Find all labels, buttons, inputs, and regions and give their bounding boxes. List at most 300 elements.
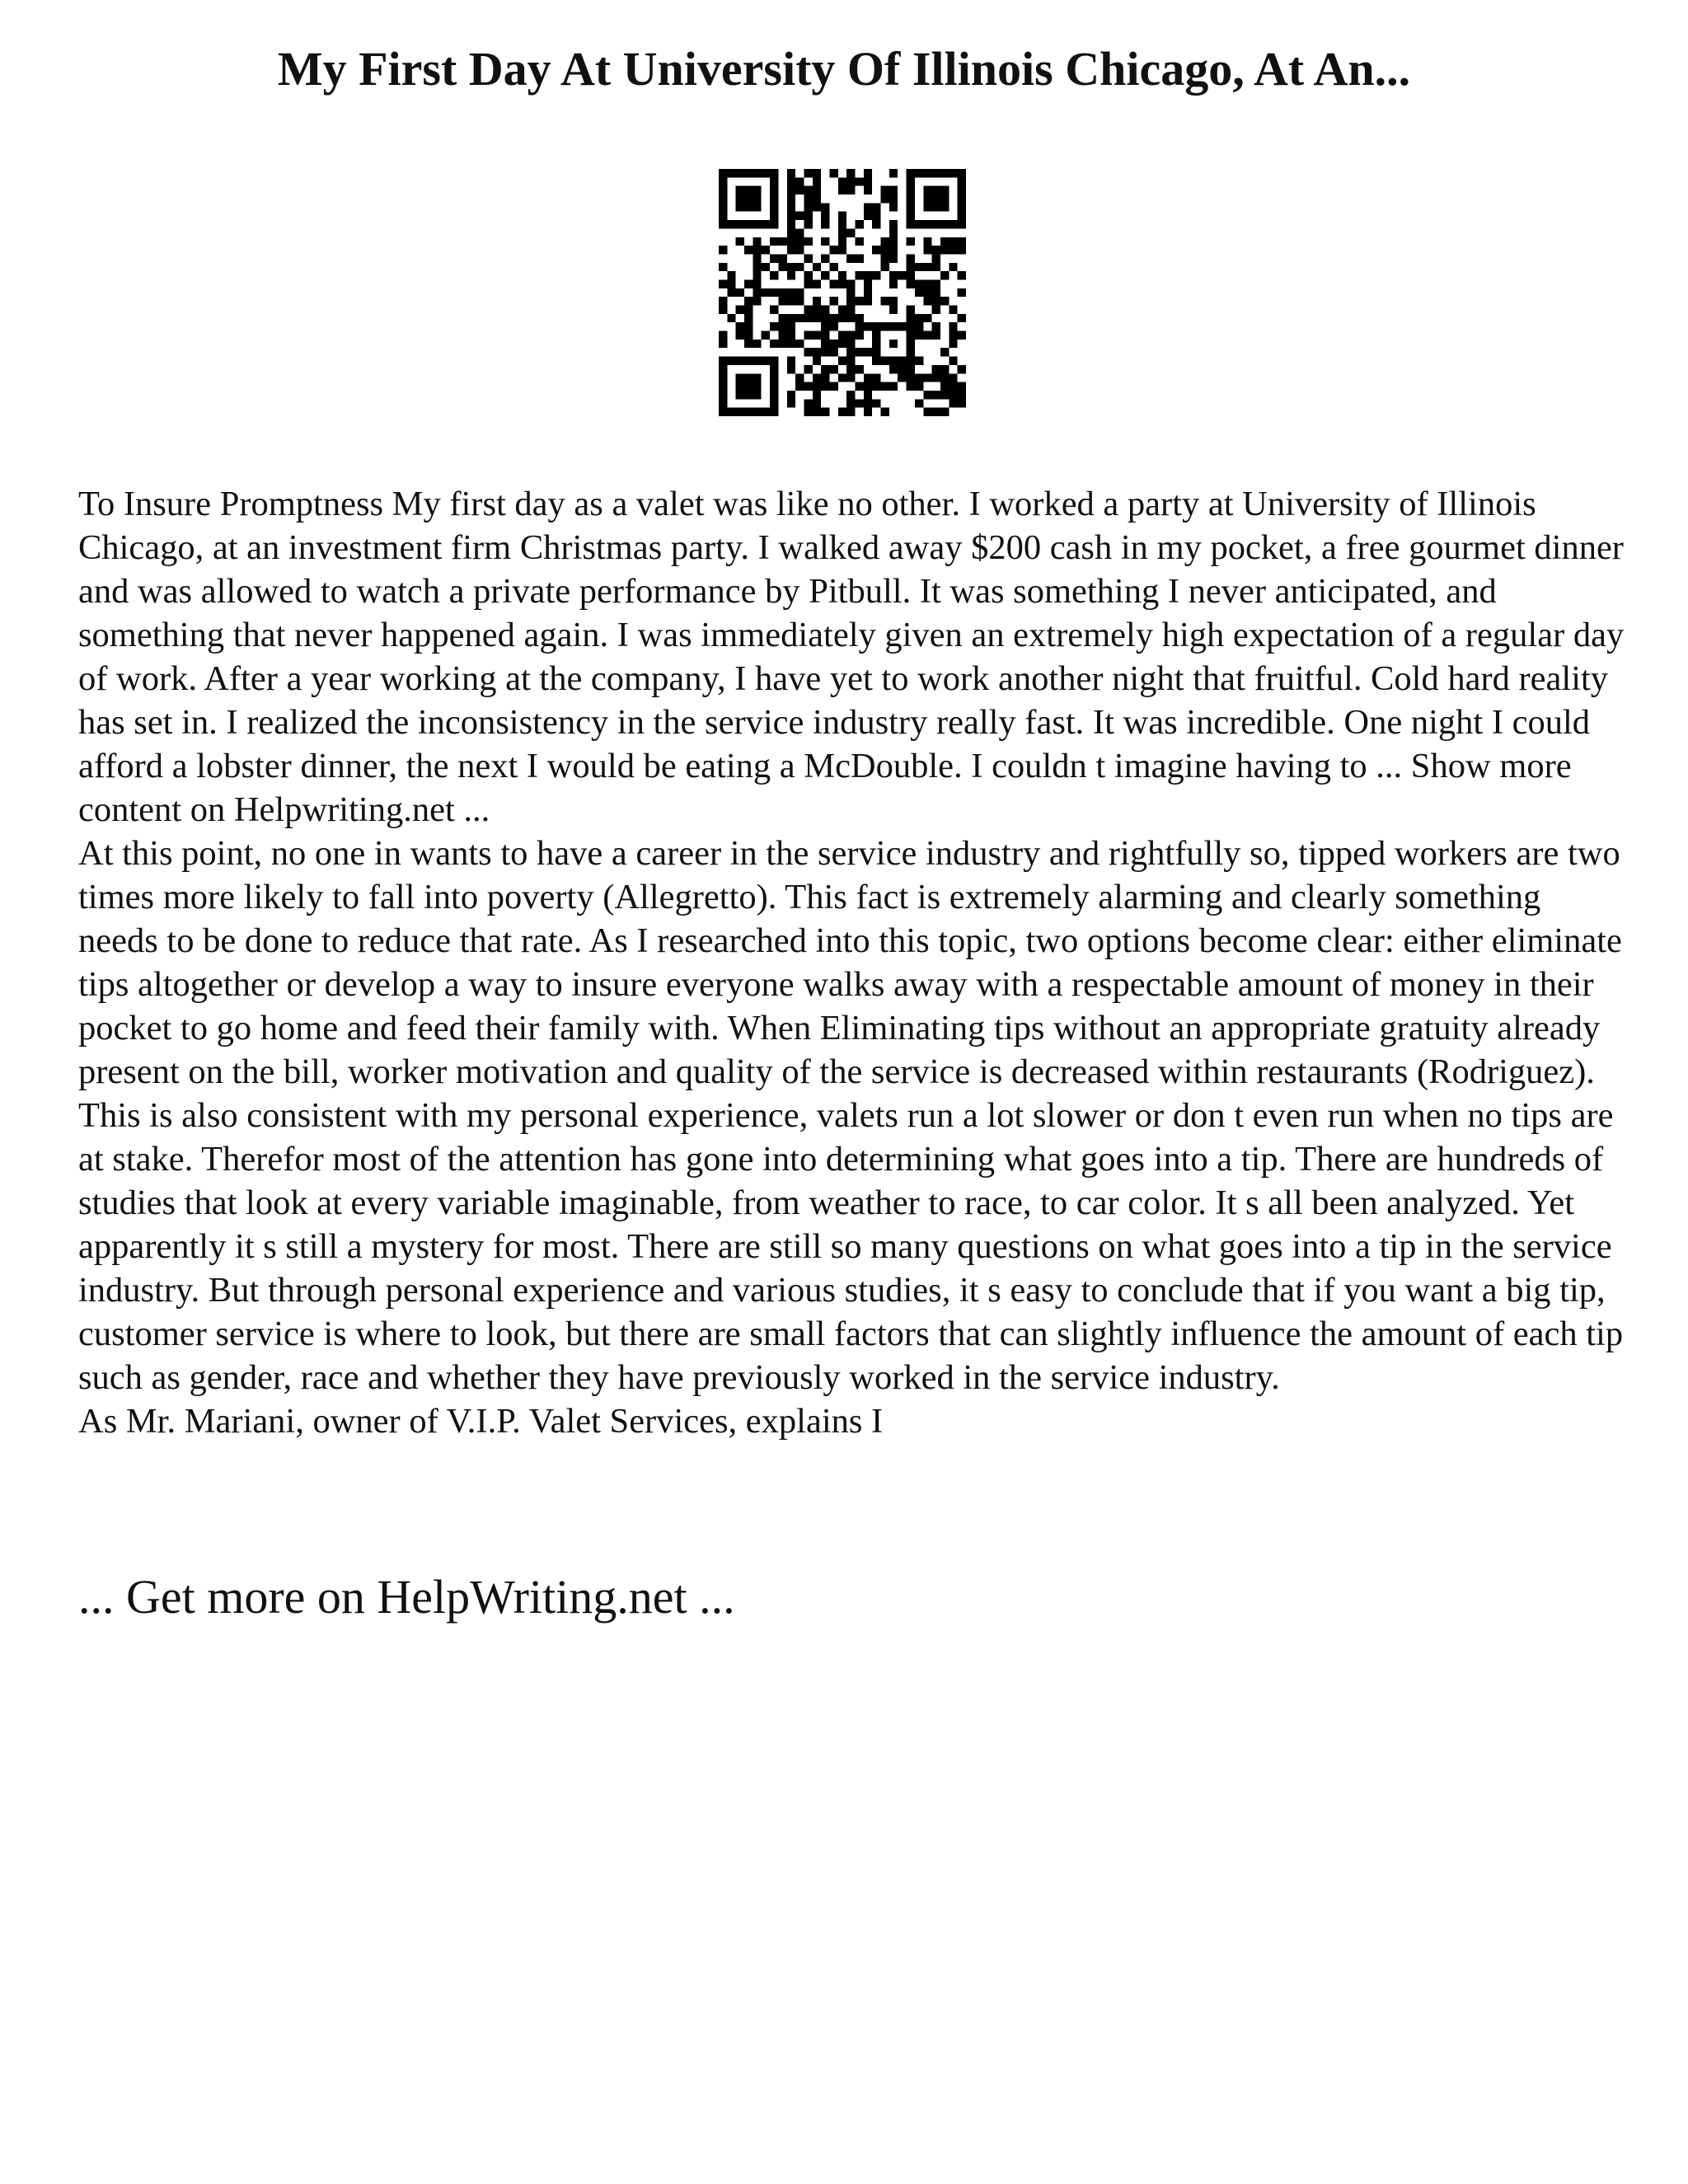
qr-module (753, 271, 761, 279)
qr-module (821, 382, 829, 391)
qr-module (864, 271, 872, 279)
qr-module (881, 408, 889, 416)
qr-module (787, 365, 795, 373)
qr-module (846, 288, 855, 297)
qr-module (787, 203, 795, 211)
qr-module (846, 279, 855, 288)
qr-module (821, 203, 829, 211)
qr-module (846, 340, 855, 348)
qr-module (907, 203, 915, 211)
qr-module (915, 357, 923, 365)
qr-module (838, 271, 846, 279)
qr-module (856, 314, 864, 322)
qr-module (744, 279, 753, 288)
qr-module (787, 399, 795, 407)
qr-module (727, 408, 735, 416)
qr-module (770, 340, 778, 348)
qr-module (846, 373, 855, 382)
qr-module (744, 382, 753, 391)
qr-module (736, 194, 744, 203)
qr-module (907, 365, 915, 373)
qr-module (778, 331, 786, 340)
qr-module (719, 186, 727, 194)
qr-module (736, 408, 744, 416)
qr-module (949, 306, 957, 314)
qr-module (915, 399, 923, 407)
qr-module (864, 169, 872, 177)
qr-module (829, 348, 837, 356)
qr-module (915, 314, 923, 322)
qr-module (940, 408, 949, 416)
qr-module (940, 391, 949, 399)
qr-module (838, 177, 846, 185)
qr-module (727, 169, 735, 177)
qr-module (838, 186, 846, 194)
qr-module (770, 212, 778, 220)
qr-module (744, 169, 753, 177)
qr-module (795, 246, 804, 254)
qr-module (770, 391, 778, 399)
qr-module (829, 382, 837, 391)
qr-module (915, 373, 923, 382)
qr-module (932, 254, 940, 262)
qr-module (736, 382, 744, 391)
get-more-link[interactable]: ... Get more on HelpWriting.net ... (78, 1570, 735, 1624)
qr-module (923, 220, 931, 228)
qr-module (813, 306, 821, 314)
qr-module (762, 357, 770, 365)
qr-module (923, 194, 931, 203)
page-title: My First Day At University Of Illinois Chicago, At An... (277, 42, 1411, 96)
qr-module (949, 391, 957, 399)
qr-module (881, 322, 889, 330)
qr-module (958, 177, 966, 185)
qr-module (744, 331, 753, 340)
qr-module (821, 314, 829, 322)
qr-module (838, 220, 846, 228)
qr-module (856, 399, 864, 407)
qr-module (838, 340, 846, 348)
qr-module (829, 246, 837, 254)
qr-module (770, 399, 778, 407)
qr-module (889, 357, 898, 365)
qr-module (958, 331, 966, 340)
qr-module (898, 322, 906, 330)
qr-module (821, 331, 829, 340)
qr-module (821, 306, 829, 314)
qr-module (958, 271, 966, 279)
qr-module (915, 220, 923, 228)
qr-module (795, 177, 804, 185)
qr-module (770, 322, 778, 330)
qr-module (864, 382, 872, 391)
qr-module (813, 331, 821, 340)
qr-module (949, 169, 957, 177)
qr-module (907, 348, 915, 356)
qr-module (872, 246, 880, 254)
qr-module (872, 271, 880, 279)
qr-module (795, 314, 804, 322)
qr-module (923, 373, 931, 382)
qr-module (795, 186, 804, 194)
qr-module (804, 382, 812, 391)
qr-module (813, 279, 821, 288)
qr-module (778, 340, 786, 348)
qr-module (744, 314, 753, 322)
qr-module (864, 391, 872, 399)
qr-module (864, 322, 872, 330)
qr-module (907, 186, 915, 194)
qr-module (770, 357, 778, 365)
qr-module (821, 254, 829, 262)
qr-module (881, 382, 889, 391)
qr-module (804, 331, 812, 340)
qr-module (787, 271, 795, 279)
qr-module (736, 322, 744, 330)
qr-module (846, 408, 855, 416)
qr-module (787, 263, 795, 271)
qr-module (753, 220, 761, 228)
qr-module (813, 373, 821, 382)
qr-module (787, 237, 795, 246)
qr-module (881, 357, 889, 365)
qr-module (889, 297, 898, 305)
qr-module (753, 288, 761, 297)
qr-module (838, 408, 846, 416)
qr-module (872, 212, 880, 220)
qr-module (770, 254, 778, 262)
qr-module (770, 186, 778, 194)
qr-module (856, 331, 864, 340)
qr-module (872, 203, 880, 211)
qr-module (958, 314, 966, 322)
qr-module (907, 314, 915, 322)
qr-module (923, 169, 931, 177)
qr-module (932, 408, 940, 416)
qr-module (907, 254, 915, 262)
qr-module (838, 228, 846, 237)
qr-module (864, 203, 872, 211)
qr-module (846, 297, 855, 305)
qr-module (872, 348, 880, 356)
qr-module (753, 373, 761, 382)
qr-module (813, 314, 821, 322)
qr-module (762, 169, 770, 177)
qr-module (932, 186, 940, 194)
qr-module (846, 399, 855, 407)
qr-module (889, 340, 898, 348)
qr-module (856, 322, 864, 330)
qr-module (753, 237, 761, 246)
qr-module (923, 279, 931, 288)
qr-module (821, 365, 829, 373)
qr-module (813, 203, 821, 211)
qr-module (829, 263, 837, 271)
qr-module (787, 357, 795, 365)
qr-module (846, 254, 855, 262)
qr-module (958, 237, 966, 246)
qr-module (940, 382, 949, 391)
qr-module (846, 357, 855, 365)
qr-module (838, 306, 846, 314)
qr-module (940, 373, 949, 382)
qr-module (804, 408, 812, 416)
qr-module (856, 177, 864, 185)
qr-module (829, 169, 837, 177)
qr-module (864, 186, 872, 194)
qr-code-icon[interactable] (719, 169, 966, 416)
qr-module (907, 279, 915, 288)
qr-module (881, 186, 889, 194)
qr-module (753, 186, 761, 194)
qr-module (940, 194, 949, 203)
qr-module (795, 297, 804, 305)
qr-module (744, 322, 753, 330)
qr-module (838, 331, 846, 340)
qr-module (813, 357, 821, 365)
qr-module (753, 203, 761, 211)
qr-module (932, 246, 940, 254)
qr-module (881, 246, 889, 254)
qr-module (804, 314, 812, 322)
qr-module (804, 203, 812, 211)
qr-module (907, 271, 915, 279)
qr-module (770, 220, 778, 228)
qr-module (813, 177, 821, 185)
qr-module (753, 408, 761, 416)
qr-module (727, 271, 735, 279)
qr-module (958, 246, 966, 254)
qr-module (838, 357, 846, 365)
qr-module (923, 331, 931, 340)
qr-module (856, 220, 864, 228)
qr-module (787, 212, 795, 220)
qr-module (719, 357, 727, 365)
qr-module (744, 203, 753, 211)
qr-module (898, 373, 906, 382)
qr-module (762, 288, 770, 297)
qr-module (770, 365, 778, 373)
qr-module (804, 212, 812, 220)
qr-module (907, 322, 915, 330)
qr-module (795, 237, 804, 246)
qr-module (813, 348, 821, 356)
qr-module (907, 194, 915, 203)
qr-module (949, 220, 957, 228)
qr-module (923, 288, 931, 297)
qr-module (787, 391, 795, 399)
qr-module (846, 391, 855, 399)
qr-module (821, 271, 829, 279)
qr-module (846, 306, 855, 314)
qr-module (804, 279, 812, 288)
qr-module (923, 246, 931, 254)
qr-module (753, 382, 761, 391)
qr-module (727, 314, 735, 322)
qr-module (821, 373, 829, 382)
qr-module (940, 246, 949, 254)
qr-module (744, 297, 753, 305)
qr-module (829, 322, 837, 330)
essay-body (78, 482, 1628, 1443)
qr-module (753, 169, 761, 177)
qr-module (923, 203, 931, 211)
qr-module (770, 169, 778, 177)
qr-module (719, 203, 727, 211)
qr-module (787, 340, 795, 348)
qr-module (864, 297, 872, 305)
qr-module (940, 365, 949, 373)
qr-module (787, 194, 795, 203)
qr-module (856, 297, 864, 305)
qr-module (949, 340, 957, 348)
qr-module (753, 194, 761, 203)
qr-module (958, 391, 966, 399)
qr-module (923, 314, 931, 322)
qr-module (889, 271, 898, 279)
qr-module (753, 279, 761, 288)
qr-module (719, 382, 727, 391)
qr-module (795, 288, 804, 297)
essay-paragraph-1: To Insure Promptness My first day as a valet was like no other. I worked a party at University of Illinois Chicago, at an investment firm Christmas party. I walked away $200 cash in my pocket, a free gourmet dinner and was allowed to watch a private performance by Pitbull. It was something I never anticipated, and something that never happened again. I was immediately given an extremely high expectation of a regular day of work. After a year working at the company, I have yet to work another night that fruitful. Cold hard reality has set in. I realized the inconsistency in the service industry really fast. It was incredible. One night I could afford a lobster dinner, the next I would be eating a McDouble. I couldn t imagine having to ... Show more content on Helpwriting.net ... (78, 485, 1625, 829)
qr-module (932, 391, 940, 399)
qr-module (907, 357, 915, 365)
qr-module (889, 279, 898, 288)
qr-module (736, 373, 744, 382)
qr-module (898, 365, 906, 373)
qr-module (915, 382, 923, 391)
qr-module (940, 186, 949, 194)
qr-module (804, 306, 812, 314)
qr-module (940, 271, 949, 279)
qr-module (923, 391, 931, 399)
qr-module (804, 365, 812, 373)
qr-module (949, 331, 957, 340)
qr-module (932, 194, 940, 203)
qr-module (770, 373, 778, 382)
qr-module (864, 279, 872, 288)
qr-module (804, 271, 812, 279)
qr-module (856, 254, 864, 262)
qr-module (736, 169, 744, 177)
qr-module (795, 373, 804, 382)
qr-module (736, 203, 744, 211)
qr-module (846, 348, 855, 356)
qr-module (958, 288, 966, 297)
qr-module (889, 194, 898, 203)
qr-module (889, 246, 898, 254)
qr-module (719, 212, 727, 220)
essay-paragraph-3: As Mr. Mariani, owner of V.I.P. Valet Services, explains I (78, 1402, 884, 1441)
qr-module (770, 306, 778, 314)
qr-module (787, 220, 795, 228)
qr-module (727, 279, 735, 288)
qr-module (813, 399, 821, 407)
qr-module (940, 237, 949, 246)
qr-module (958, 203, 966, 211)
qr-module (719, 246, 727, 254)
qr-module (915, 322, 923, 330)
qr-module (727, 288, 735, 297)
qr-module (932, 365, 940, 373)
qr-module (856, 382, 864, 391)
qr-module (915, 331, 923, 340)
qr-module (778, 297, 786, 305)
qr-module (889, 254, 898, 262)
qr-module (898, 357, 906, 365)
qr-module (881, 194, 889, 203)
qr-module (846, 177, 855, 185)
qr-module (762, 263, 770, 271)
qr-module (744, 194, 753, 203)
qr-module (787, 288, 795, 297)
qr-module (778, 322, 786, 330)
qr-module (856, 237, 864, 246)
qr-module (838, 237, 846, 246)
qr-module (719, 306, 727, 314)
qr-module (804, 348, 812, 356)
qr-module (787, 314, 795, 322)
qr-module (856, 271, 864, 279)
qr-module (762, 220, 770, 228)
qr-module (804, 399, 812, 407)
qr-module (821, 340, 829, 348)
qr-module (856, 365, 864, 373)
qr-module (907, 237, 915, 246)
qr-module (907, 212, 915, 220)
qr-module (795, 382, 804, 391)
qr-module (770, 382, 778, 391)
qr-module (958, 365, 966, 373)
qr-module (949, 357, 957, 365)
qr-module (770, 237, 778, 246)
qr-module (872, 331, 880, 340)
qr-module (804, 186, 812, 194)
qr-module (804, 194, 812, 203)
qr-module (829, 314, 837, 322)
qr-module (829, 340, 837, 348)
qr-module (958, 399, 966, 407)
qr-module (719, 373, 727, 382)
qr-module (719, 340, 727, 348)
qr-module (907, 382, 915, 391)
qr-module (778, 288, 786, 297)
qr-module (821, 237, 829, 246)
qr-module (778, 254, 786, 262)
qr-module (753, 357, 761, 365)
qr-module (958, 186, 966, 194)
qr-module (821, 212, 829, 220)
qr-module (821, 220, 829, 228)
qr-module (915, 288, 923, 297)
qr-module (958, 169, 966, 177)
qr-module (744, 340, 753, 348)
qr-module (932, 263, 940, 271)
qr-module (838, 212, 846, 220)
qr-module (744, 186, 753, 194)
qr-module (949, 263, 957, 271)
qr-module (744, 408, 753, 416)
qr-module (889, 186, 898, 194)
qr-module (949, 237, 957, 246)
qr-module (915, 279, 923, 288)
qr-module (940, 169, 949, 177)
qr-module (821, 348, 829, 356)
qr-module (838, 373, 846, 382)
qr-module (770, 271, 778, 279)
qr-module (889, 365, 898, 373)
qr-module (889, 220, 898, 228)
